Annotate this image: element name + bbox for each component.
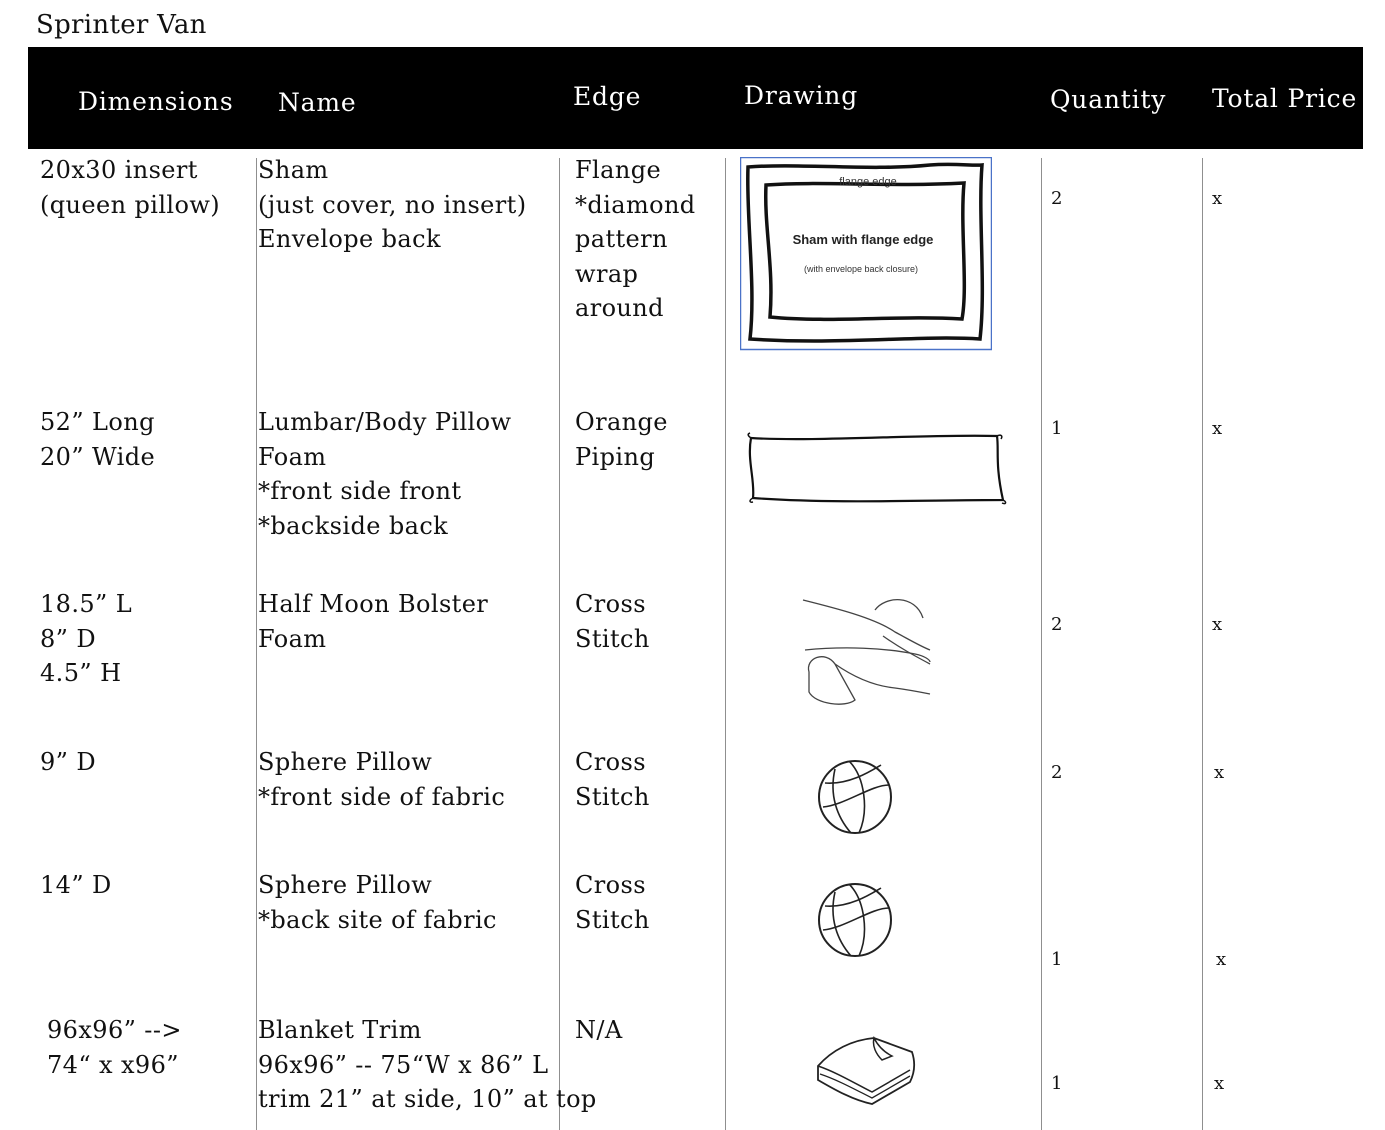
row-5-edge: Cross Stitch [575,871,650,934]
drawing-flange-label: flange edge [839,176,897,188]
column-divider [256,158,257,1130]
row-4-quantity: 2 [1051,762,1063,783]
row-2-quantity: 1 [1051,418,1063,439]
column-divider [559,158,560,1130]
header-drawing: Drawing [744,81,858,110]
row-4-dimensions: 9” D [40,748,97,776]
drawing-subtitle-label: (with envelope back closure) [803,264,919,274]
header-total-price: Total Price [1212,84,1358,113]
sham-flange-drawing [740,157,992,355]
folded-blanket-drawing [812,1030,922,1114]
row-2-dimensions: 52” Long 20” Wide [40,408,156,471]
header-dimensions: Dimensions [78,87,234,116]
row-2-name: Lumbar/Body Pillow Foam *front side front *backside back [258,408,512,540]
row-4-edge: Cross Stitch [575,748,650,811]
row-1-name: Sham (just cover, no insert) Envelope back [258,156,527,253]
column-divider [1202,158,1203,1130]
row-4-name: Sphere Pillow *front side of fabric [258,748,506,811]
row-1-quantity: 2 [1051,188,1063,209]
row-5-quantity: 1 [1051,949,1063,970]
row-3-name: Half Moon Bolster Foam [258,590,489,653]
row-2-total-price: x [1212,418,1223,439]
drawing-title-label: Sham with flange edge [792,232,934,247]
row-6-total-price: x [1214,1073,1225,1094]
row-5-total-price: x [1216,949,1227,970]
row-5-dimensions: 14” D [40,871,112,899]
column-divider [1041,158,1042,1130]
header-edge: Edge [573,82,642,111]
header-quantity: Quantity [1050,85,1167,114]
document-title: Sprinter Van [36,10,207,40]
row-5-name: Sphere Pillow *back site of fabric [258,871,497,934]
row-3-dimensions: 18.5” L 8” D 4.5” H [40,590,133,687]
column-divider [725,158,726,1130]
row-4-total-price: x [1214,762,1225,783]
header-name: Name [278,88,357,117]
sphere-pillow-drawing [815,755,897,841]
row-3-edge: Cross Stitch [575,590,650,653]
row-6-dimensions: 96x96” --> 74“ x x96” [47,1016,182,1079]
row-2-edge: Orange Piping [575,408,668,471]
row-1-dimensions: 20x30 insert (queen pillow) [40,156,221,219]
row-6-quantity: 1 [1051,1073,1063,1094]
row-1-total-price: x [1212,188,1223,209]
row-3-total-price: x [1212,614,1223,635]
body-pillow-drawing [745,430,1010,514]
row-1-edge: Flange *diamond pattern wrap around [575,156,696,322]
sphere-pillow-drawing [815,878,897,964]
row-3-quantity: 2 [1051,614,1063,635]
row-6-edge: N/A [575,1016,623,1044]
half-moon-bolster-drawing [795,588,940,717]
row-6-name: Blanket Trim 96x96” -- 75“W x 86” L trim 21” at side, 10” at top [258,1016,597,1113]
